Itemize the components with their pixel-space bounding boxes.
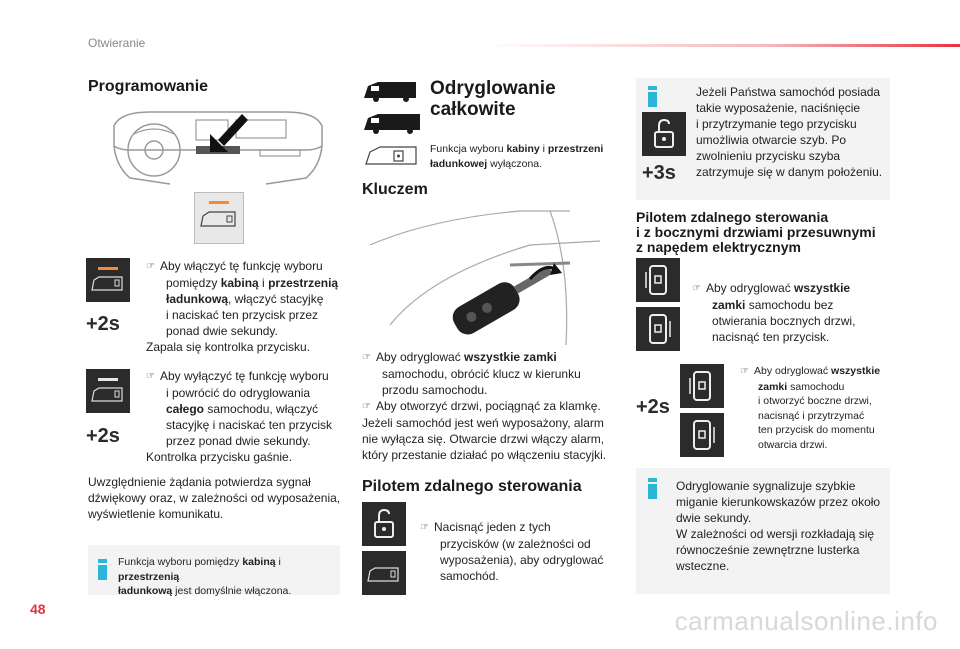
unlock-no-doors-button-alt bbox=[636, 307, 680, 351]
remote-heading: Pilotem zdalnego sterowania bbox=[362, 478, 582, 495]
open-doors-button-alt bbox=[680, 413, 724, 457]
unlock-no-doors-button bbox=[636, 258, 680, 302]
hold-2s-badge: +2s bbox=[86, 313, 120, 335]
step1-text: ☞ Aby włączyć tę funkcję wyboru pomiędzy kabiną i przestrzenią ładunkową, włączyć stacyjkę i naciskać ten przycisk przez ponad dwie sekundy. Zapala się kontrolka przycisku. bbox=[146, 259, 339, 354]
hold-2s-badge: +2s bbox=[636, 396, 670, 418]
van-long-icon bbox=[362, 110, 424, 134]
dashboard-illustration bbox=[110, 106, 326, 188]
unlock-button bbox=[642, 112, 686, 156]
remote-instructions: ☞ Nacisnąć jeden z tych przycisków (w zależności od wyposażenia), aby odryglować samochód. bbox=[420, 520, 604, 583]
default-info-box bbox=[88, 545, 340, 595]
signal-info-box bbox=[636, 468, 890, 594]
key-instructions: ☞ Aby odryglować wszystkie zamki samochodu, obrócić klucz w kierunku przodu samochodu. ☞ Aby otworzyć drzwi, pociągnąć za klamkę. Jeżeli samochód jest weń wyposażony, alarm nie wyłącza się. Otwarcie drzwi włączy alarm, który przestanie działać po włączeniu stacyjki. bbox=[362, 350, 607, 462]
sliding-door-icon bbox=[680, 364, 724, 408]
default-info-text: Funkcja wyboru pomiędzy kabiną i przestrzenią ładunkową jest domyślnie włączona. bbox=[118, 556, 292, 597]
step2-text: ☞ Aby wyłączyć tę funkcję wyboru i powrócić do odryglowania całego samochodu, włączyć stacyjkę i naciskać ten przycisk przez ponad dwie sekundy. Kontrolka przycisku gaśnie. bbox=[146, 369, 333, 464]
info-icon bbox=[648, 86, 657, 107]
sliding-door-icon bbox=[680, 413, 724, 457]
open-doors-button bbox=[680, 364, 724, 408]
page-number: 48 bbox=[30, 601, 46, 617]
hold-2s-badge: +2s bbox=[86, 425, 120, 447]
programowanie-heading: Programowanie bbox=[88, 78, 209, 95]
func-disabled-text: Funkcja wyboru kabiny i przestrzeni ładunkowej wyłączona. bbox=[430, 143, 604, 170]
kluczem-heading: Kluczem bbox=[362, 181, 428, 198]
odryglowanie-title: Odryglowanie całkowite bbox=[430, 78, 556, 120]
info-icon bbox=[98, 559, 107, 580]
confirmation-paragraph: Uwzględnienie żądania potwierdza sygnał dźwiękowy oraz, w zależności od wyposażenia, wyświetlenie komunikatu. bbox=[88, 475, 341, 521]
window-info-text: Jeżeli Państwa samochód posiada takie wyposażenie, naciśnięcie i przytrzymanie tego przycisku umożliwia otwarcie szyb. Po zwolnieniu przycisku szyba zatrzymuje się w danym położeniu. bbox=[696, 85, 883, 179]
hold-3s-badge: +3s bbox=[642, 162, 676, 184]
remote-unlock-button bbox=[362, 502, 406, 546]
van-front-icon bbox=[362, 78, 420, 102]
van-lock-icon bbox=[195, 204, 243, 234]
van-lock-icon bbox=[362, 551, 406, 595]
header-gradient-bar bbox=[480, 44, 960, 47]
sliding-door-heading: Pilotem zdalnego sterowania i z bocznymi drzwiami przesuwnymi z napędem elektrycznym bbox=[636, 209, 876, 255]
all-locks-instructions: ☞ Aby odryglować wszystkie zamki samochodu bez otwierania bocznych drzwi, nacisnąć ten przycisk. bbox=[692, 281, 856, 344]
padlock-open-icon bbox=[362, 502, 406, 546]
signal-info-text: Odryglowanie sygnalizuje szybkie miganie kierunkowskazów przez około dwie sekundy. W zależności od wersji rozkładają się równocześnie zewnętrzne lusterka wsteczne. bbox=[676, 479, 881, 573]
padlock-open-icon bbox=[642, 112, 686, 156]
window-info-box bbox=[636, 78, 890, 200]
van-lock-outline-icon bbox=[362, 142, 420, 170]
remote-cargo-button bbox=[362, 551, 406, 595]
section-title: Otwieranie bbox=[88, 36, 146, 50]
sliding-door-icon bbox=[636, 307, 680, 351]
sliding-door-icon bbox=[636, 258, 680, 302]
van-lock-icon bbox=[86, 270, 130, 298]
cargo-button-off bbox=[86, 369, 130, 413]
watermark: carmanualsonline.info bbox=[674, 606, 938, 636]
key-in-door-illustration bbox=[370, 205, 610, 345]
info-icon bbox=[648, 478, 657, 499]
open-doors-instructions: ☞ Aby odryglować wszystkie zamki samochodu i otworzyć boczne drzwi, nacisnąć i przytrzymać ten przycisk do momentu otwarcia drzwi. bbox=[740, 365, 881, 451]
van-lock-icon bbox=[86, 381, 130, 409]
cargo-button-on bbox=[86, 258, 130, 302]
cargo-button-illustration bbox=[194, 192, 244, 244]
